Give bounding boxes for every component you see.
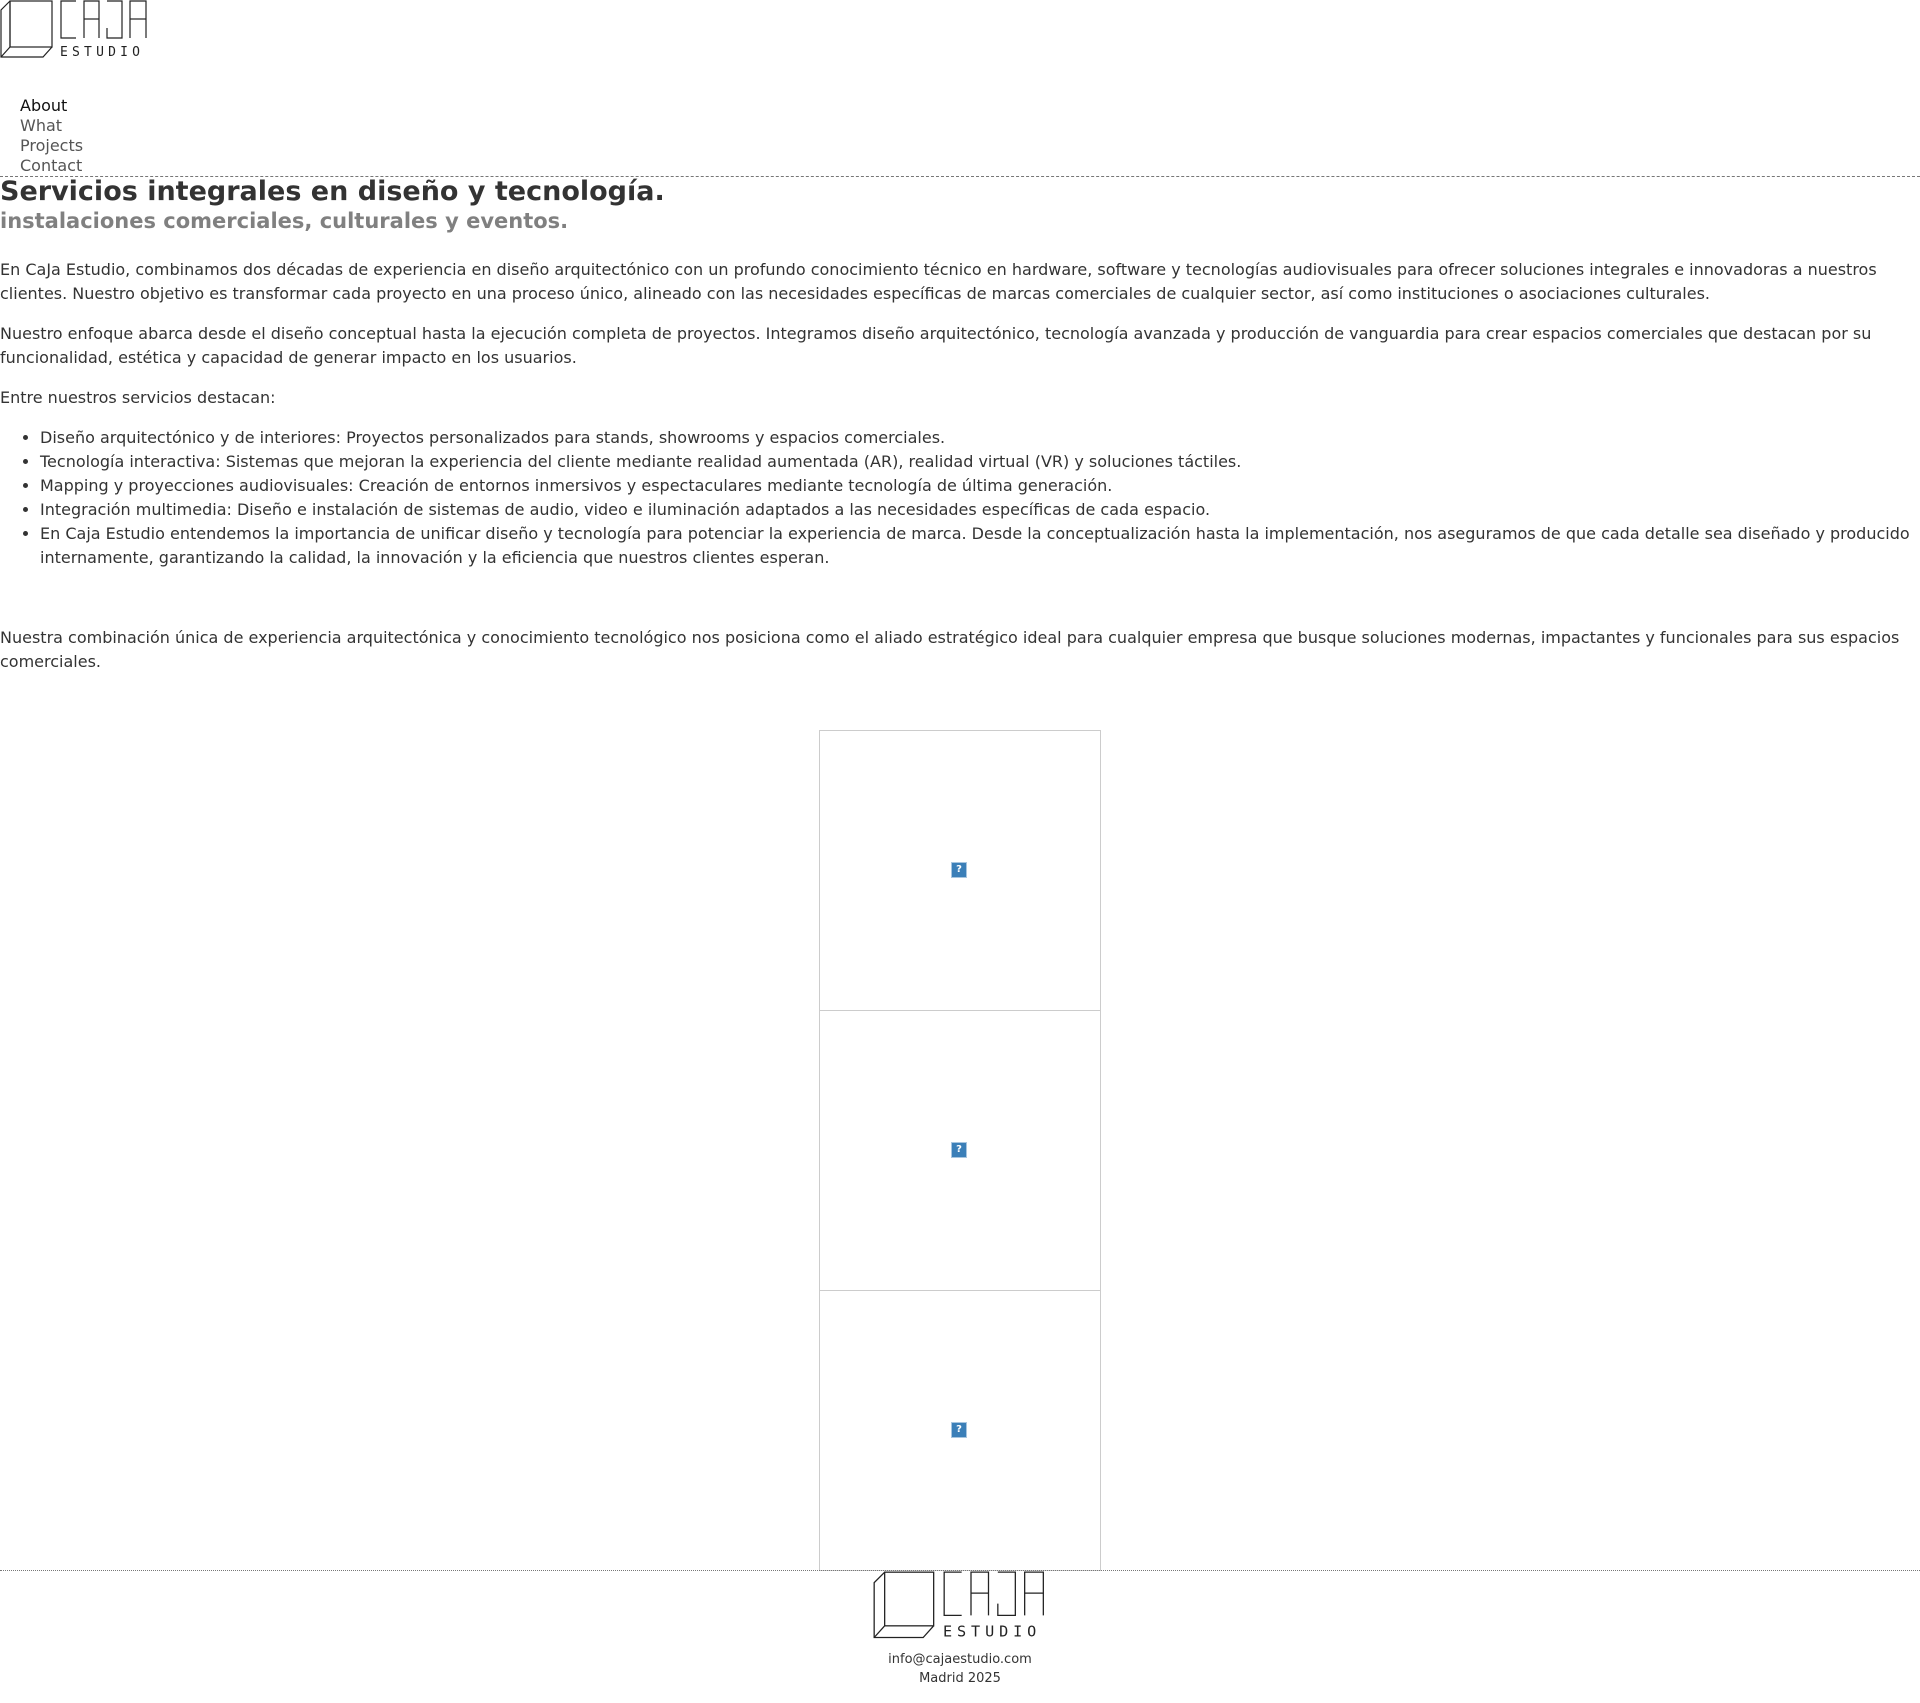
nav-about[interactable]: About — [20, 96, 68, 115]
closing-paragraph: Nuestra combinación única de experiencia arquitectónica y conocimiento tecnológico nos posiciona como el aliado estratégico ideal para cualquier empresa que busque soluciones modernas, impactantes y funcionales para sus espacios comerciales. — [0, 628, 1900, 671]
nav-contact[interactable]: Contact — [20, 156, 83, 175]
page-subtitle: instalaciones comerciales, culturales y eventos. — [0, 209, 569, 233]
main-content — [0, 176, 1920, 674]
logo-subtext: ESTUDIO — [60, 45, 145, 60]
gallery-image[interactable] — [819, 1010, 1101, 1291]
footer-location: Madrid 2025 — [919, 1671, 1001, 1686]
caja-estudio-logo-icon — [0, 0, 150, 60]
logo-subtext: ESTUDIO — [943, 1622, 1042, 1641]
services-intro: Entre nuestros servicios destacan: — [0, 388, 276, 407]
gallery-image[interactable] — [819, 1290, 1101, 1571]
broken-image-icon: ? — [951, 1422, 967, 1438]
services-list — [0, 426, 1920, 570]
logo-header[interactable] — [0, 0, 150, 60]
service-item: • Integración multimedia: Diseño e instalación de sistemas de audio, video e iluminación adaptados a las necesidades específicas de cada espacio. — [40, 498, 1920, 522]
nav-what[interactable]: What — [20, 116, 63, 135]
broken-image-icon: ? — [951, 862, 967, 878]
nav-projects[interactable]: Projects — [20, 136, 84, 155]
intro-paragraph: En CaJa Estudio, combinamos dos décadas de experiencia en diseño arquitectónico con un profundo conocimiento técnico en hardware, software y tecnologías audiovisuales para ofrecer soluciones integrales e innovadoras a nuestros clientes. Nuestro objetivo es transformar cada proyecto en una proceso único, alineado con las necesidades específicas de marcas comerciales de cualquier sector, así como instituciones o asociaciones culturales. — [0, 260, 1877, 303]
broken-image-icon: ? — [951, 1142, 967, 1158]
approach-paragraph: Nuestro enfoque abarca desde el diseño conceptual hasta la ejecución completa de proyectos. Integramos diseño arquitectónico, tecnología avanzada y producción de vanguardia para crear espacios comerciales que destacan por su funcionalidad, estética y capacidad de generar impacto en los usuarios. — [0, 324, 1872, 367]
service-item: • En Caja Estudio entendemos la importancia de unificar diseño y tecnología para potenciar la experiencia de marca. Desde la conceptualización hasta la implementación, nos aseguramos de que cada detalle sea diseñado y producido internamente, garantizando la calidad, la innovación y la eficiencia que nuestros clientes esperan. — [40, 522, 1920, 570]
service-item: • Mapping y proyecciones audiovisuales: Creación de entornos inmersivos y espectaculares mediante tecnología de última generación. — [40, 474, 1920, 498]
main-nav — [20, 96, 83, 176]
service-item: • Tecnología interactiva: Sistemas que mejoran la experiencia del cliente mediante realidad aumentada (AR), realidad virtual (VR) y soluciones táctiles. — [40, 450, 1920, 474]
article-body — [0, 258, 1920, 674]
gallery-image[interactable] — [819, 730, 1101, 1011]
service-item: • Diseño arquitectónico y de interiores: Proyectos personalizados para stands, showrooms y espacios comerciales. — [40, 426, 1920, 450]
image-gallery — [819, 730, 1101, 1571]
page-title: Servicios integrales en diseño y tecnología. — [0, 176, 665, 207]
site-footer — [0, 1650, 1920, 1688]
logo-footer[interactable] — [873, 1571, 1048, 1641]
caja-estudio-logo-icon — [873, 1571, 1048, 1641]
footer-email[interactable]: info@cajaestudio.com — [888, 1652, 1032, 1667]
